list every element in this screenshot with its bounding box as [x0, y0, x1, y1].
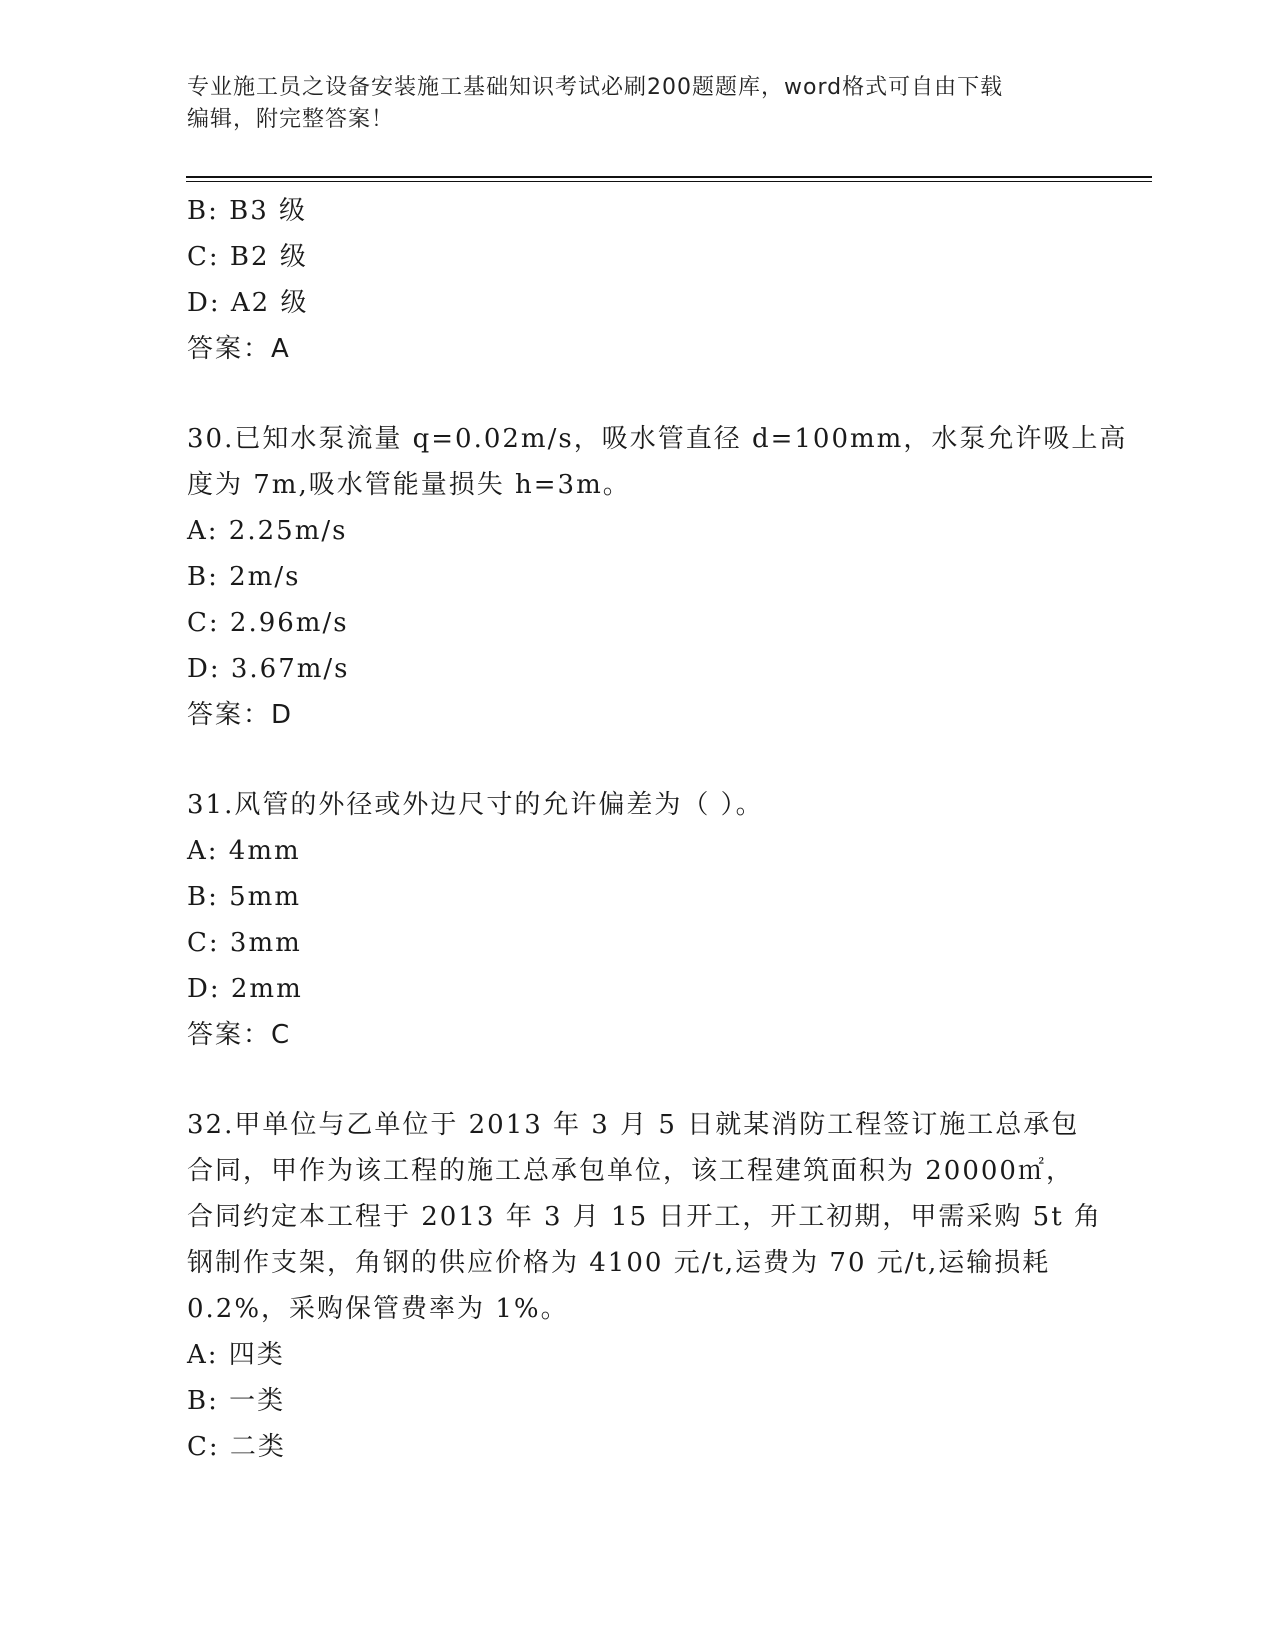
- option-a: A: 2.25m/s: [187, 516, 348, 546]
- option-c: C: 3mm: [187, 928, 302, 958]
- question-content: [187, 188, 1128, 1470]
- header-title-line-2: 编辑，附完整答案！: [187, 107, 395, 132]
- option-a: A: 四类: [187, 1340, 285, 1370]
- question-text-line: 度为 7m,吸水管能量损失 h=3m。: [187, 470, 631, 500]
- option-b: B: B3 级: [187, 196, 308, 226]
- spacer: [187, 372, 1067, 416]
- question-text-line: 0.2%，采购保管费率为 1%。: [187, 1294, 569, 1324]
- question-31: [187, 782, 1067, 1058]
- option-c: C: B2 级: [187, 242, 308, 272]
- option-d: D: 3.67m/s: [187, 654, 350, 684]
- answer-line: 答案：D: [187, 700, 294, 730]
- option-c: C: 二类: [187, 1432, 286, 1462]
- spacer: [187, 1058, 1067, 1102]
- question-text-line: 31.风管的外径或外边尺寸的允许偏差为（ ）。: [187, 790, 764, 820]
- header-divider-thin: [186, 181, 1152, 182]
- option-a: A: 4mm: [187, 836, 301, 866]
- option-c: C: 2.96m/s: [187, 608, 349, 638]
- header-title-line-1: 专业施工员之设备安装施工基础知识考试必刷200题题库，word格式可自由下载: [187, 75, 1004, 100]
- answer-line: 答案：A: [187, 334, 291, 364]
- question-text-line: 合同约定本工程于 2013 年 3 月 15 日开工，开工初期，甲需采购 5t 角: [187, 1202, 1102, 1232]
- option-d: D: 2mm: [187, 974, 303, 1004]
- option-d: D: A2 级: [187, 288, 309, 318]
- question-30: [187, 416, 1128, 738]
- spacer: [187, 738, 1067, 782]
- question-text-line: 30.已知水泵流量 q=0.02m/s，吸水管直径 d=100mm，水泵允许吸上高: [187, 424, 1128, 454]
- answer-line: 答案：C: [187, 1020, 292, 1050]
- header-divider-thick: [186, 176, 1152, 178]
- question-29: [187, 188, 1067, 372]
- question-text-line: 钢制作支架，角钢的供应价格为 4100 元/t,运费为 70 元/t,运输损耗: [187, 1248, 1051, 1278]
- question-text-line: 合同，甲作为该工程的施工总承包单位，该工程建筑面积为 20000㎡，: [187, 1156, 1074, 1186]
- option-b: B: 2m/s: [187, 562, 301, 592]
- page-header: [187, 72, 1067, 136]
- option-b: B: 一类: [187, 1386, 286, 1416]
- question-text-line: 32.甲单位与乙单位于 2013 年 3 月 5 日就某消防工程签订施工总承包: [187, 1110, 1080, 1140]
- option-b: B: 5mm: [187, 882, 301, 912]
- question-32: [187, 1102, 1102, 1470]
